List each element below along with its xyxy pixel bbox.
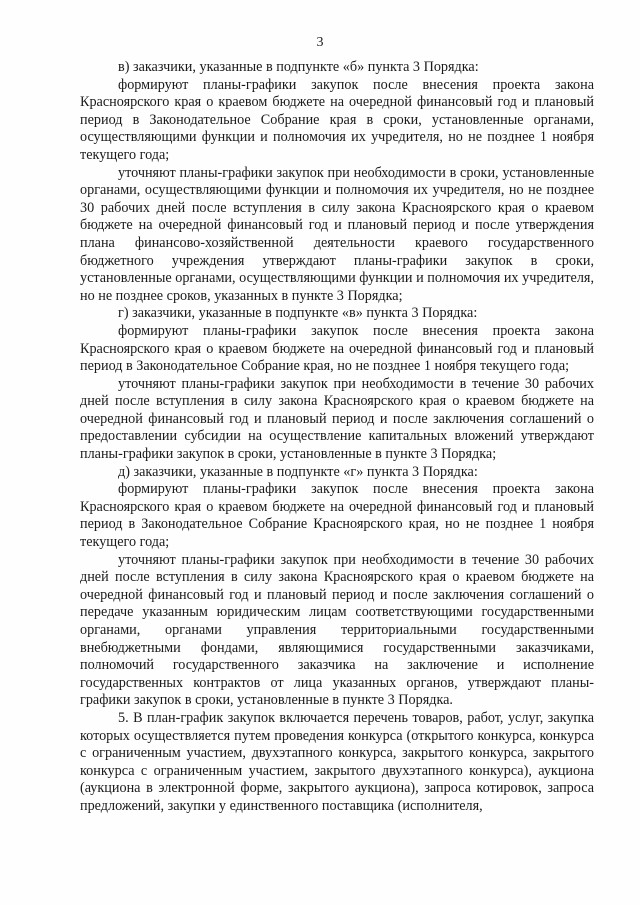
paragraph-form-plans-g: формируют планы-графики закупок после внесения проекта закона Красноярского края о краевом бюджете на очередной финансовый год и плановый период в Законодательное Собрание края, но не позднее 1 ноября текущего года; xyxy=(80,322,594,375)
paragraph-form-plans-d: формируют планы-графики закупок после внесения проекта закона Красноярского края о краевом бюджете на очередной финансовый год и плановый период в Законодательное Собрание Красноярского края, но не позднее 1 ноября текущего года; xyxy=(80,481,594,551)
page-number: 3 xyxy=(316,35,324,50)
paragraph-update-plans-g: уточняют планы-графики закупок при необходимости в течение 30 рабочих дней после вступления в силу закона Красноярского края о краевом бюджете на очередной финансовый год и плановый период и после заключения соглашений о предоставлении субсидии на осуществление капитальных вложений утверждают планы-графики закупок в сроки, установленные в пункте 3 Порядка; xyxy=(80,375,594,463)
paragraph-item-5: 5. В план-график закупок включается перечень товаров, работ, услуг, закупка которых осуществляется путем проведения конкурса (открытого конкурса, конкурса с ограниченным участием, двухэтапного конкурса, закрытого конкурса, закрытого конкурса с ограниченным участием, закрытого двухэтапного конкурса), аукциона (аукциона в электронной форме, закрытого аукциона), запроса котировок, запроса предложений, закупки у единственного поставщика (исполнителя, xyxy=(80,709,594,814)
document-body xyxy=(80,59,594,816)
paragraph-subsection-v-heading: в) заказчики, указанные в подпункте «б» пункта 3 Порядка: xyxy=(118,59,479,75)
paragraph-form-plans-v: формируют планы-графики закупок после внесения проекта закона Красноярского края о краевом бюджете на очередной финансовый год и плановый период в Законодательное Собрание края в сроки, установленные органами, осуществляющими функции и полномочия их учредителя, но не позднее 1 ноября текущего года; xyxy=(80,76,594,163)
paragraph-subsection-g-heading: г) заказчики, указанные в подпункте «в» пункта 3 Порядка: xyxy=(118,305,478,322)
paragraph-subsection-d-heading: д) заказчики, указанные в подпункте «г» пункта 3 Порядка: xyxy=(118,463,478,480)
paragraph-update-plans-v: уточняют планы-графики закупок при необходимости в сроки, установленные органами, осуществляющими функции и полномочия их учредителя, но не позднее 30 рабочих дней после вступления в силу закона Красноярского края о краевом бюджете на очередной финансовый год и плановый период и после утверждения плана финансово-хозяйственной деятельности краевого государственного бюджетного учреждения утверждают планы-графики закупок в сроки, установленные органами, осуществляющими функции и полномочия их учредителя, но не позднее сроков, указанных в пункте 3 Порядка; xyxy=(80,164,594,304)
paragraph-update-plans-d: уточняют планы-графики закупок при необходимости в течение 30 рабочих дней после вступления в силу закона Красноярского края о краевом бюджете на очередной финансовый год и плановый период и после заключения соглашений о передаче указанным юридическим лицам соответствующими государственными органами, органами управления территориальными государственными внебюджетными фондами, являющимися государственными заказчиками, полномочий государственного заказчика на заключение и исполнение государственных контрактов от лица указанных органов, утверждают планы-графики закупок в сроки, установленные в пункте 3 Порядка. xyxy=(80,551,594,709)
